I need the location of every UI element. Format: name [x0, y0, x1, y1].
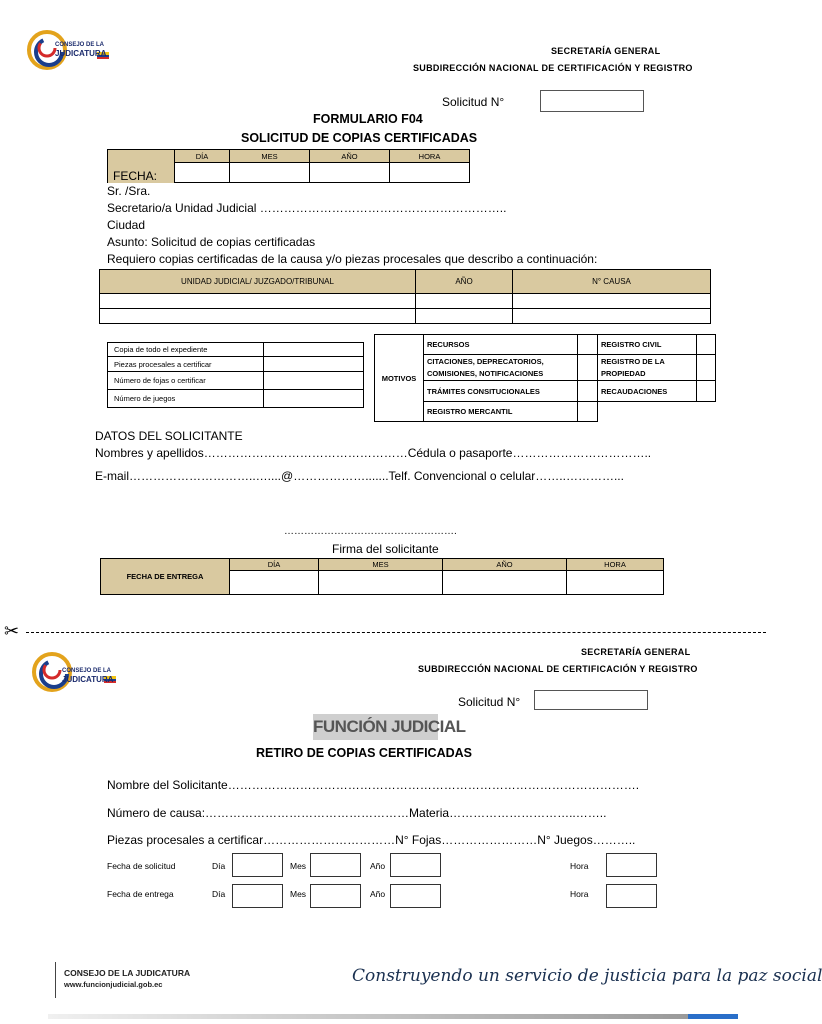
logo-line1: CONSEJO DE LA [62, 668, 112, 674]
solicitud-anio-field[interactable] [390, 853, 441, 877]
fecha-col-anio: AÑO [310, 150, 390, 163]
header-line1: SECRETARÍA GENERAL [581, 647, 691, 657]
mes-label: Mes [290, 889, 307, 899]
unidad-field-1[interactable] [100, 294, 416, 309]
motivo-item: TRÁMITES CONSITUCIONALES [424, 381, 578, 402]
fecha-mes-field[interactable] [230, 163, 310, 183]
unidad-col-header: UNIDAD JUDICIAL/ JUZGADO/TRIBUNAL [100, 270, 416, 294]
motivo-item: RECURSOS [424, 335, 578, 355]
motivo-checkbox[interactable] [697, 381, 716, 402]
entrega-dia-input[interactable] [232, 884, 283, 908]
anio-col-header: AÑO [416, 270, 513, 294]
nombre-solicitante-line: Nombre del Solicitante…………………………………………………………………………………………. [107, 778, 640, 792]
fecha-col-dia: DÍA [175, 150, 230, 163]
motivo-checkbox[interactable] [578, 381, 598, 402]
entrega-dia-field[interactable] [230, 571, 319, 595]
entrega-col-hora: HORA [567, 559, 664, 571]
causa-col-header: N° CAUSA [513, 270, 711, 294]
cut-line [26, 632, 766, 633]
firma-label: Firma del solicitante [332, 542, 439, 556]
footer-org: CONSEJO DE LA JUDICATURA [64, 968, 191, 978]
numero-causa-line: Número de causa:……………………………………………Materia…………………………..…….. [107, 806, 607, 820]
header-line1: SECRETARÍA GENERAL [551, 46, 661, 56]
footer-bar-gray [48, 1014, 688, 1019]
unidad-field-2[interactable] [100, 309, 416, 324]
nombres-line: Nombres y apellidos……………………………………………Cédula o pasaporte…………………………….. [95, 446, 652, 460]
retiro-title: RETIRO DE COPIAS CERTIFICADAS [256, 746, 472, 760]
logo-line1: CONSEJO DE LA [55, 42, 105, 48]
solicitud-mes-field[interactable] [310, 853, 361, 877]
fecha-label: FECHA: [113, 168, 158, 183]
fecha-col-hora: HORA [390, 150, 470, 163]
entrega-hora-field[interactable] [567, 571, 664, 595]
fecha-solicitud-label: Fecha de solicitud [107, 861, 176, 871]
logo-line2: JUDICATURA [55, 49, 107, 58]
motivo-checkbox[interactable] [578, 355, 598, 381]
logo-line2: JUDICATURA [62, 675, 114, 684]
funcion-judicial-banner: FUNCIÓN JUDICIAL [313, 714, 438, 740]
entrega-hora-input[interactable] [606, 884, 657, 908]
requiero-line: Requiero copias certificadas de la causa y/o piezas procesales que describo a continuación: [107, 252, 598, 266]
fecha-anio-field[interactable] [310, 163, 390, 183]
motivo-checkbox[interactable] [578, 335, 598, 355]
motivo-checkbox[interactable] [697, 335, 716, 355]
solicitud-label: Solicitud N° [442, 95, 505, 109]
motivos-label: MOTIVOS [375, 335, 424, 422]
fecha-dia-field[interactable] [175, 163, 230, 183]
footer-divider [55, 962, 56, 998]
scissors-icon: ✂ [4, 621, 20, 641]
copy-row-label: Número de fojas o certificar [108, 372, 264, 390]
motivo-item: REGISTRO MERCANTIL [424, 402, 578, 422]
judicatura-logo [30, 646, 120, 696]
fecha-hora-field[interactable] [390, 163, 470, 183]
solicitud-label: Solicitud N° [458, 695, 521, 709]
fecha-table [107, 149, 470, 183]
entrega-table [100, 558, 664, 595]
entrega-mes-field[interactable] [319, 571, 443, 595]
footer-bar-blue [688, 1014, 738, 1019]
entrega-col-mes: MES [319, 559, 443, 571]
form-code: FORMULARIO F04 [313, 112, 423, 126]
entrega-anio-input[interactable] [390, 884, 441, 908]
copy-row-label: Copia de todo el expediente [108, 343, 264, 357]
dia-label: Día [212, 861, 226, 871]
firma-dots: ……………………………………………. [284, 526, 457, 537]
copy-row-label: Piezas procesales a certificar [108, 357, 264, 372]
hora-label: Hora [570, 889, 589, 899]
asunto-line: Asunto: Solicitud de copias certificadas [107, 235, 316, 249]
anio-field-1[interactable] [416, 294, 513, 309]
solicitud-dia-field[interactable] [232, 853, 283, 877]
causa-field-2[interactable] [513, 309, 711, 324]
judicatura-logo [25, 26, 115, 76]
anio-label: Año [370, 889, 386, 899]
fecha-col-mes: MES [230, 150, 310, 163]
fecha-entrega-label: Fecha de entrega [107, 889, 174, 899]
header-line2: SUBDIRECCIÓN NACIONAL DE CERTIFICACIÓN Y REGISTRO [413, 63, 693, 73]
solicitud-number-field[interactable] [534, 690, 648, 710]
motivo-item: REGISTRO CIVIL [598, 335, 697, 355]
fecha-label-cell [108, 150, 175, 183]
footer-url: www.funcionjudicial.gob.ec [64, 980, 163, 989]
motivo-item: REGISTRO DE LA PROPIEDAD [598, 355, 697, 381]
form-title: SOLICITUD DE COPIAS CERTIFICADAS [241, 131, 478, 145]
hora-label: Hora [570, 861, 589, 871]
copy-row-field[interactable] [264, 343, 364, 357]
motivo-checkbox[interactable] [697, 355, 716, 381]
piezas-line: Piezas procesales a certificar……………………………N° Fojas……………………N° Juegos……….. [107, 833, 636, 847]
entrega-anio-field[interactable] [443, 571, 567, 595]
header-line2: SUBDIRECCIÓN NACIONAL DE CERTIFICACIÓN Y REGISTRO [418, 664, 698, 674]
entrega-label: FECHA DE ENTREGA [101, 559, 230, 595]
ciudad-line: Ciudad [107, 218, 146, 232]
entrega-col-dia: DÍA [230, 559, 319, 571]
dia-label: Día [212, 889, 226, 899]
mes-label: Mes [290, 861, 307, 871]
motivo-item: CITACIONES, DEPRECATORIOS, COMISIONES, NOTIFICACIONES [424, 355, 578, 381]
solicitud-number-field[interactable] [540, 90, 644, 112]
copy-row-field[interactable] [264, 372, 364, 390]
anio-label: Año [370, 861, 386, 871]
causa-field-1[interactable] [513, 294, 711, 309]
entrega-mes-input[interactable] [310, 884, 361, 908]
datos-title: DATOS DEL SOLICITANTE [95, 429, 243, 443]
motivo-item: RECAUDACIONES [598, 381, 697, 402]
footer-slogan: Construyendo un servicio de justicia para la paz social [352, 966, 822, 986]
email-line: E-mail…………………………..…....@……………….......Telf. Convencional o celular……..…………... [95, 469, 624, 483]
entrega-col-anio: AÑO [443, 559, 567, 571]
greeting: Sr. /Sra. [107, 184, 151, 198]
copy-row-field[interactable] [264, 357, 364, 372]
unidad-table [99, 269, 711, 324]
copy-row-field[interactable] [264, 390, 364, 408]
motivos-table [374, 334, 716, 422]
copias-table [107, 342, 364, 408]
secretario-line: Secretario/a Unidad Judicial …………………………………………………….. [107, 201, 507, 215]
motivo-checkbox[interactable] [578, 402, 598, 422]
solicitud-hora-field[interactable] [606, 853, 657, 877]
anio-field-2[interactable] [416, 309, 513, 324]
copy-row-label: Número de juegos [108, 390, 264, 408]
